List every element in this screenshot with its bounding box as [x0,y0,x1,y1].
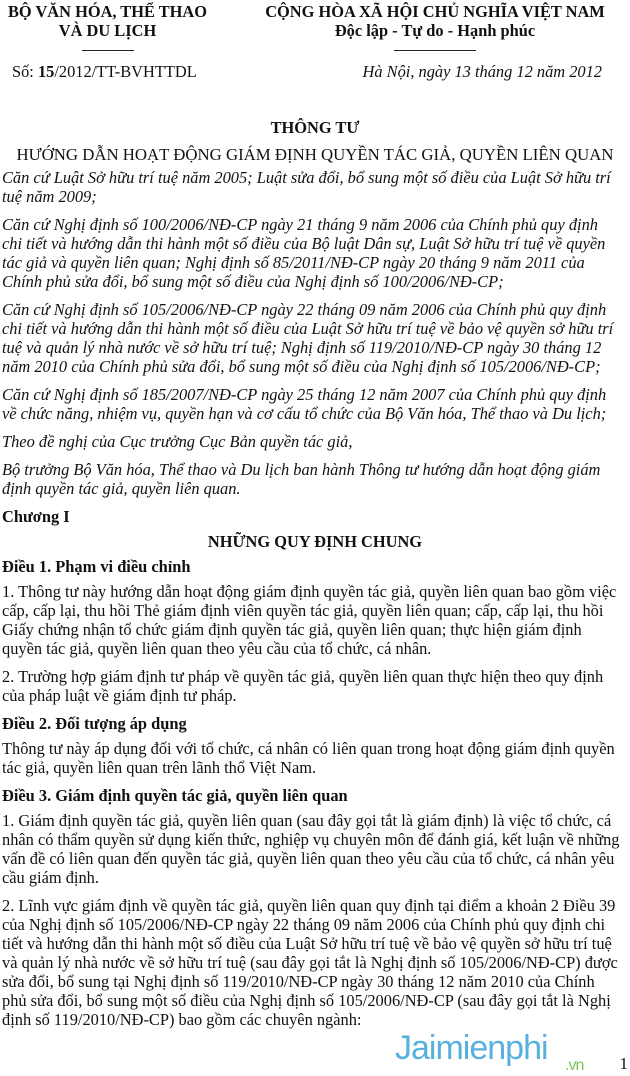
text-line: 2. Trường hợp giám định tư pháp về quyền tác giả, quyền liên quan thực hiện theo quy định [2,667,604,686]
document-number [12,62,197,81]
text-line: THÔNG TƯ [270,118,360,137]
text-line: của pháp luật về giám định tư pháp. [2,686,237,705]
text-line: Chính phủ sửa đổi, bổ sung một số điều của Nghị định số 100/2006/NĐ-CP; [2,272,504,291]
text-line: phủ sửa đổi, bổ sung một số điều của Nghị định số 105/2006/NĐ-CP (sau đây gọi tắt là Nghị [2,991,611,1010]
text-line: Căn cứ Nghị định số 100/2006/NĐ-CP ngày 21 tháng 9 năm 2006 của Chính phủ quy định [2,215,598,234]
text-line: của Nghị định số 105/2006/NĐ-CP ngày 22 tháng 09 năm 2006 của Chính phủ quy định chi [2,915,606,934]
agency-underline [82,50,134,51]
watermark-logo [395,1029,584,1074]
text-line: vấn đề có liên quan đến quyền tác giả, quyền liên quan theo yêu cầu của tổ chức, cá nhân yêu [2,849,615,868]
text-line: tiết và hướng dẫn thi hành một số điều của Luật Sở hữu trí tuệ về bảo vệ quyền sở hữu trí tuệ [2,934,612,953]
text-line: NHỮNG QUY ĐỊNH CHUNG [207,532,423,551]
body-paragraph [2,667,628,705]
text-line: chi tiết và hướng dẫn thi hành một số điều của Bộ luật Dân sự, Luật Sở hữu trí tuệ về quyền [2,234,606,253]
number-label: Số: [12,62,38,81]
text-line: Theo đề nghị của Cục trưởng Cục Bản quyền tác giả, [2,432,353,451]
text-line: Căn cứ Luật Sở hữu trí tuệ năm 2005; Luật sửa đổi, bổ sung một số điều của Luật Sở hữu trí [2,168,611,187]
text-line: 2. Lĩnh vực giám định về quyền tác giả, quyền liên quan quy định tại điểm a khoản 2 Điều 39 [2,896,616,915]
body-paragraph [2,896,628,1029]
text-line: tuệ và quản lý nhà nước về sở hữu trí tuệ; Nghị định số 119/2010/NĐ-CP ngày 30 tháng 12 [2,338,602,357]
document-subtitle [2,145,628,164]
preamble-paragraph [2,215,628,291]
page-number: 1 [619,1054,628,1073]
text-line: Căn cứ Nghị định số 105/2006/NĐ-CP ngày 22 tháng 09 năm 2006 của Chính phủ quy định [2,300,607,319]
preamble-paragraph [2,460,628,498]
text-line: chi tiết và hướng dẫn thi hành một số điều của Luật Sở hữu trí tuệ về bảo vệ quyền sở hữu trí [2,319,614,338]
agency-line-1: BỘ VĂN HÓA, THỂ THAO [7,2,207,21]
text-line: 1. Giám định quyền tác giả, quyền liên quan (sau đây gọi tắt là giám định) là việc tổ chức, cá [2,811,612,830]
text-line: về chức năng, nhiệm vụ, quyền hạn và cơ cấu tổ chức của Bộ Văn hóa, Thể thao và Du lịch; [2,404,607,423]
text-line: Giấy chứng nhận tổ chức giám định quyền tác giả, quyền liên quan; thực hiện giám định [2,620,582,639]
body-paragraph [2,811,628,887]
text-line: nhân có thẩm quyền sử dụng kiến thức, nghiệp vụ chuyên môn để đánh giá, kết luận về những [2,830,620,849]
body-paragraph [2,739,628,777]
issue-date: Hà Nội, ngày 13 tháng 12 năm 2012 [362,62,602,81]
article-heading [2,786,628,805]
preamble-paragraph [2,300,628,376]
document-header [0,0,630,110]
text-line: định quyền tác giả, quyền liên quan. [2,479,241,498]
national-motto: Độc lập - Tự do - Hạnh phúc [334,21,536,40]
national-heading [240,2,630,51]
chapter-title [2,532,628,551]
text-line: quyền tác giả, quyền liên quan theo yêu cầu của tổ chức, cá nhân. [2,639,432,658]
chapter-label [2,507,628,526]
text-line: tác giả và quyền liên quan; Nghị định số 85/2011/NĐ-CP ngày 20 tháng 9 năm 2011 của [2,253,585,272]
article-heading [2,714,628,733]
text-line: Điều 1. Phạm vi điều chỉnh [2,557,191,576]
watermark-suffix: .vn [565,1057,584,1074]
body-paragraph [2,582,628,658]
text-line: năm 2010 của Chính phủ sửa đổi, bổ sung một số điều của Nghị định số 105/2006/NĐ-CP; [2,357,601,376]
text-line: cấp, cấp lại, thu hồi Thẻ giám định viên quyền tác giả, quyền liên quan; cấp, cấp lại, thu hồi [2,601,604,620]
text-line: Chương I [2,507,70,526]
text-line: Điều 2. Đối tượng áp dụng [2,714,187,733]
preamble-paragraph [2,385,628,423]
text-line: Điều 3. Giám định quyền tác giả, quyền liên quan [2,786,348,805]
article-heading [2,557,628,576]
text-line: định số 119/2010/NĐ-CP) bao gồm các chuyên ngành: [2,1010,362,1029]
preamble-paragraph [2,168,628,206]
text-line: Bộ trưởng Bộ Văn hóa, Thể thao và Du lịch ban hành Thông tư hướng dẫn hoạt động giám [2,460,601,479]
text-line: và quản lý nhà nước về sở hữu trí tuệ (sau đây gọi tắt là Nghị định số 105/2006/NĐ-CP) được [2,953,618,972]
issuing-agency [0,2,215,51]
preamble-paragraph [2,432,628,451]
text-line: 1. Thông tư này hướng dẫn hoạt động giám định quyền tác giả, quyền liên quan bao gồm việc [2,582,617,601]
text-line: Thông tư này áp dụng đối với tổ chức, cá nhân có liên quan trong hoạt động giám định quyền [2,739,615,758]
country-name: CỘNG HÒA XÃ HỘI CHỦ NGHĨA VIỆT NAM [265,2,605,21]
document-body [2,118,628,1038]
text-line: HƯỚNG DẪN HOẠT ĐỘNG GIÁM ĐỊNH QUYỀN TÁC GIẢ, QUYỀN LIÊN QUAN [16,145,614,164]
text-line: tuệ năm 2009; [2,187,97,206]
motto-underline [394,50,476,51]
document-title [2,118,628,137]
text-line: tác giả, quyền liên quan trên lãnh thổ Việt Nam. [2,758,317,777]
agency-line-2: VÀ DU LỊCH [58,21,157,40]
number-value: 15 [37,62,55,81]
number-suffix: /2012/TT-BVHTTDL [54,62,197,81]
text-line: cầu giám định. [2,868,99,887]
watermark-text: Jaimienphi [395,1029,548,1067]
text-line: sửa đổi, bổ sung tại Nghị định số 119/2010/NĐ-CP ngày 30 tháng 12 năm 2010 của Chính [2,972,595,991]
text-line: Căn cứ Nghị định số 185/2007/NĐ-CP ngày 25 tháng 12 năm 2007 của Chính phủ quy định [2,385,607,404]
